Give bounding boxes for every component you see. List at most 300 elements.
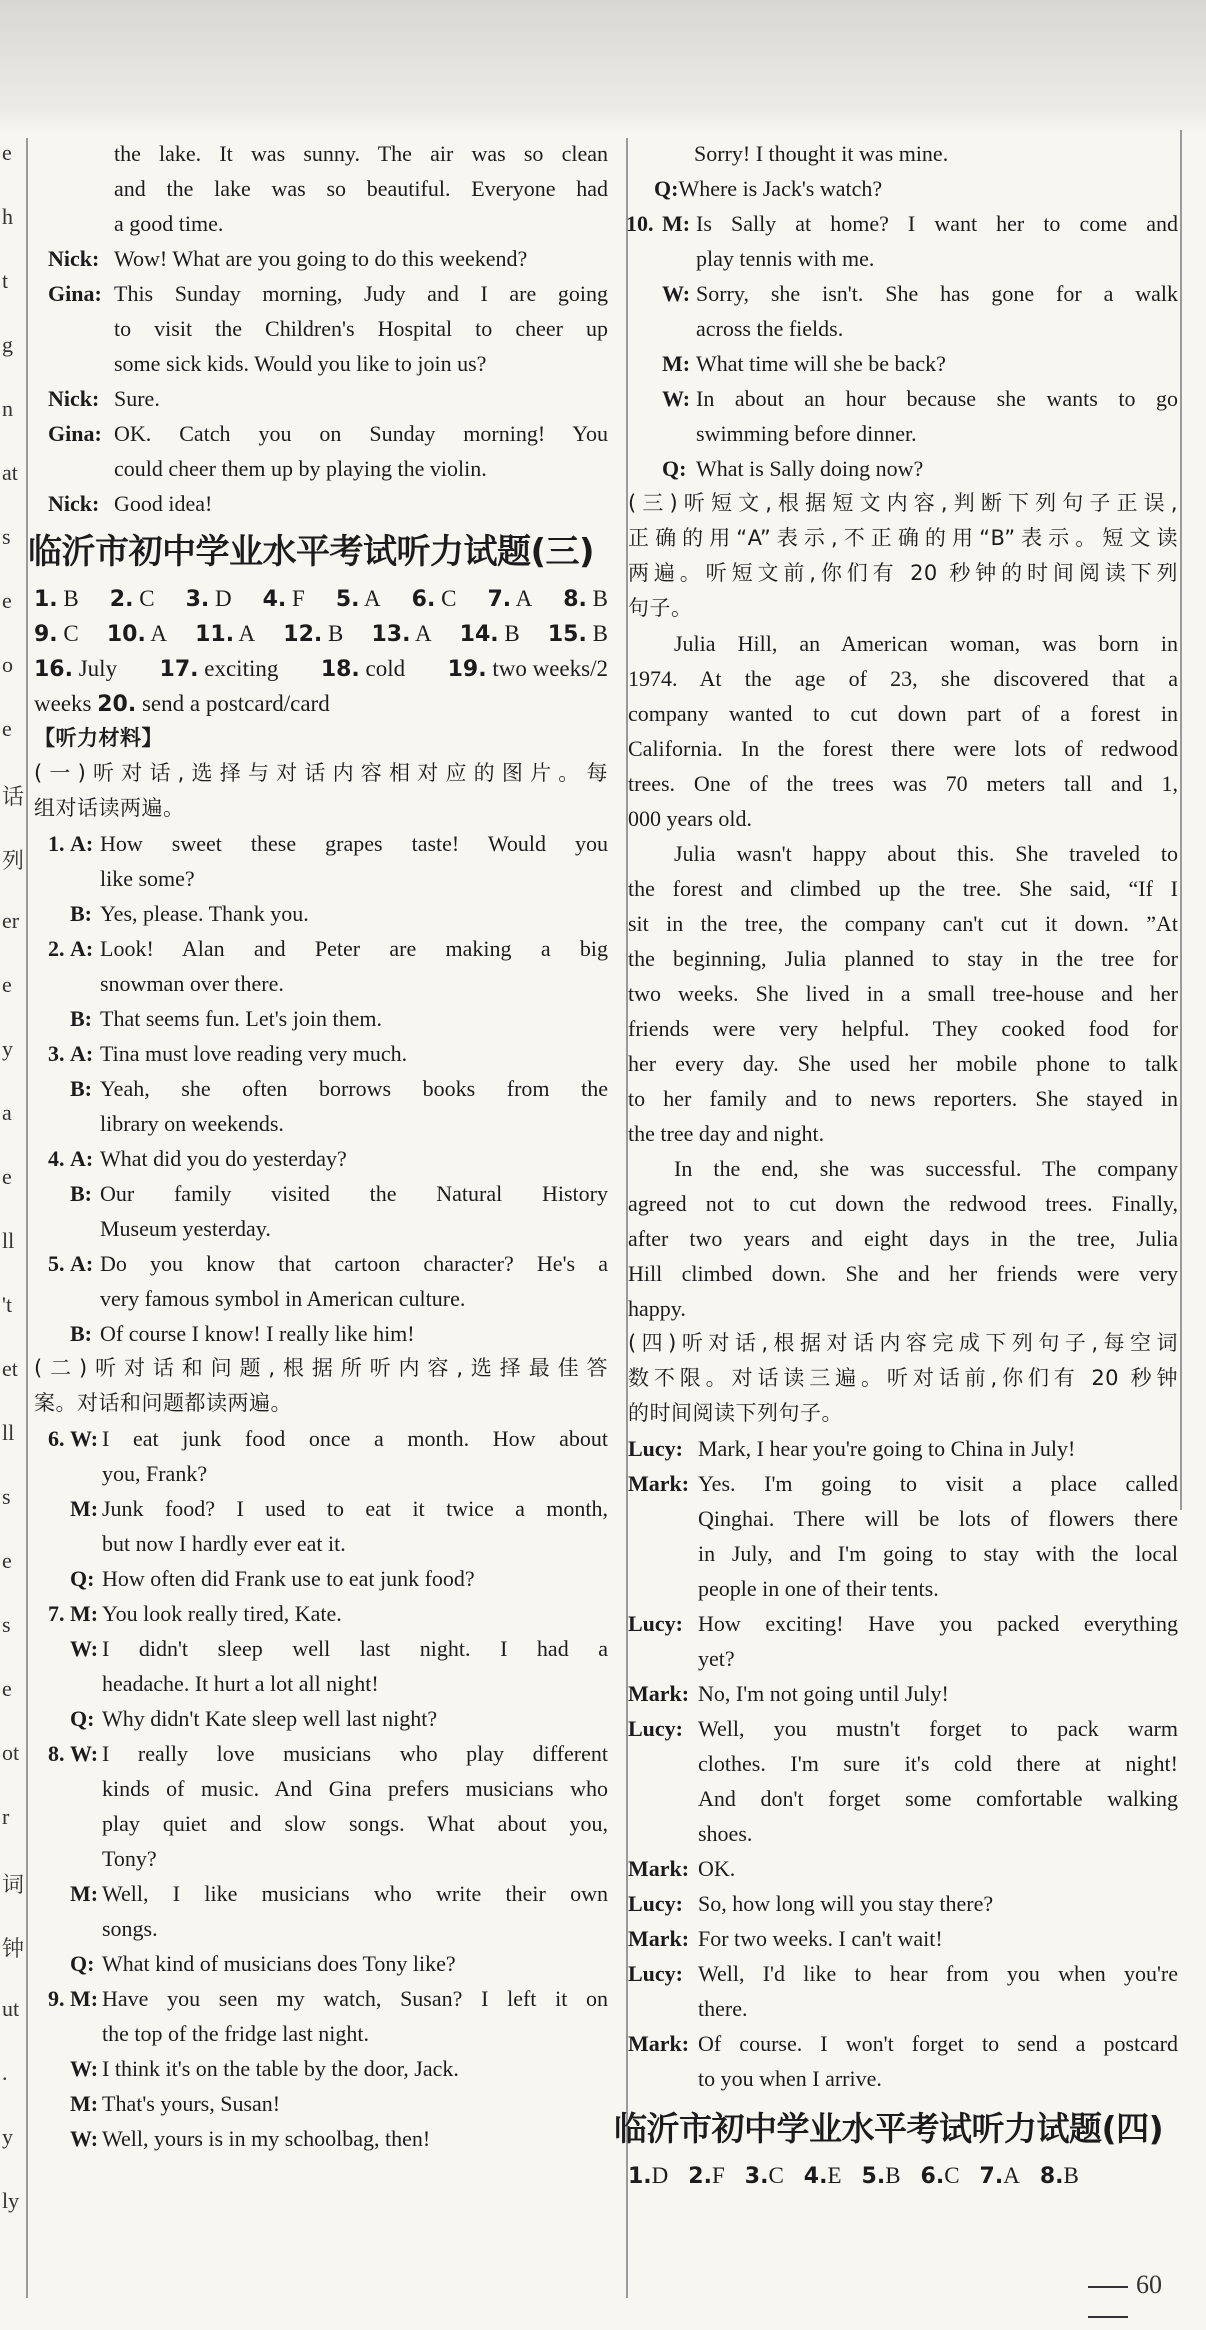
- dialogue-line: [48, 1316, 608, 1351]
- passage-line: Hill climbed down. She and her friends were very: [628, 1261, 1178, 1286]
- dialogue-line: [626, 1676, 1178, 1711]
- dialogue-text: very famous symbol in American culture.: [100, 1286, 466, 1311]
- answer-number: 8.: [563, 587, 587, 612]
- passage-line: after two years and eight days in the tree, Julia: [628, 1226, 1178, 1251]
- answer-item: [195, 616, 255, 651]
- speaker-label: Lucy:: [628, 1891, 683, 1916]
- dialogue-line: [626, 1746, 1178, 1781]
- dialogue-text: So, how long will you stay there?: [698, 1891, 994, 1916]
- line-lead: [48, 966, 100, 1001]
- answer-value: B: [63, 586, 79, 611]
- dialogue-line: [48, 1806, 608, 1841]
- dialogue-text: headache. It hurt a lot all night!: [102, 1671, 379, 1696]
- dialogue-text: Mark, I hear you're going to China in July!: [698, 1436, 1076, 1461]
- answer-value: D: [651, 2163, 669, 2188]
- answer-number: 9.: [34, 622, 58, 647]
- dialogue-text: library on weekends.: [100, 1111, 284, 1136]
- dialogue-line: [48, 931, 608, 966]
- right-column: [614, 136, 1178, 2193]
- line-lead: [626, 241, 696, 276]
- answer-item: [160, 651, 279, 686]
- line-lead: [48, 1526, 102, 1561]
- margin-fragment: 't: [2, 1292, 13, 1317]
- answer-number: 3.: [185, 587, 210, 612]
- answer-value: B: [885, 2163, 901, 2188]
- dialogue-line: [48, 1526, 608, 1561]
- answer-value: two weeks/2: [492, 656, 608, 681]
- answer-number: 10.: [106, 622, 146, 647]
- speaker-label: Mark:: [628, 1926, 690, 1951]
- speaker-label: Nick:: [48, 491, 100, 516]
- line-lead: [48, 1771, 102, 1806]
- margin-fragment: ll: [2, 1420, 15, 1445]
- dialogue-text: OK.: [698, 1856, 736, 1881]
- line-lead: [48, 1701, 102, 1736]
- dialogue-line: [48, 1631, 608, 1666]
- margin-fragment: 词: [2, 1872, 25, 1897]
- dialogue-text: Yes, please. Thank you.: [100, 901, 309, 926]
- dialogue-text: What kind of musicians does Tony like?: [102, 1951, 456, 1976]
- line-lead: [626, 1641, 698, 1676]
- line-lead: [48, 276, 114, 311]
- margin-fragment: s: [2, 1612, 11, 1637]
- margin-fragment: 列: [2, 848, 25, 873]
- dialogue-text: like some?: [100, 866, 195, 891]
- dialogue-text: Wow! What are you going to do this weekend?: [114, 246, 528, 271]
- dialogue-text: Qinghai. There will be lots of flowers there: [698, 1506, 1178, 1531]
- dialogue-text: Sorry, she isn't. She has gone for a walk: [696, 281, 1178, 306]
- dialogue-text: Junk food? I used to eat it twice a month,: [102, 1496, 608, 1521]
- dialogue-line: [626, 1711, 1178, 1746]
- line-lead: [48, 451, 114, 486]
- question-line: [626, 171, 1178, 206]
- answer-item: [283, 616, 343, 651]
- section-instruction: 的时间阅读下列句子。: [628, 1401, 843, 1425]
- margin-fragment: s: [2, 1484, 11, 1509]
- speaker-label: M:: [70, 1986, 99, 2011]
- dialogue-text: In about an hour because she wants to go: [696, 386, 1178, 411]
- dialogue-text: yet?: [698, 1646, 735, 1671]
- speaker-label: M:: [70, 1496, 99, 1521]
- dialogue-text: For two weeks. I can't wait!: [698, 1926, 943, 1951]
- dialogue-text: How sweet these grapes taste! Would you: [100, 831, 608, 856]
- line-lead: [48, 1246, 100, 1281]
- line-lead: [48, 2121, 102, 2156]
- speaker-label: Q:: [70, 1566, 95, 1591]
- test-title-3: 临沂市初中学业水平考试听力试题(三): [28, 532, 595, 572]
- margin-fragment: y: [2, 1036, 13, 1061]
- speaker-label: Mark:: [628, 1856, 690, 1881]
- dialogue-text: to you when I arrive.: [698, 2066, 882, 2091]
- answer-value: D: [214, 586, 232, 611]
- dialogue-text: What time will she be back?: [696, 351, 946, 376]
- margin-fragment: y: [2, 2124, 13, 2149]
- dialogue-text: No, I'm not going until July!: [698, 1681, 949, 1706]
- speaker-label: M:: [70, 1601, 99, 1626]
- line-lead: [626, 1571, 698, 1606]
- line-lead: [48, 1841, 102, 1876]
- answer-value: B: [592, 586, 608, 611]
- line-lead: [626, 1711, 698, 1746]
- line-lead: [48, 1491, 102, 1526]
- speaker-label: Mark:: [628, 1471, 690, 1496]
- passage-line: Julia Hill, an American woman, was born in: [674, 631, 1178, 656]
- dialogue-line: [626, 346, 1178, 381]
- speaker-label: B:: [70, 1181, 92, 1206]
- speaker-label: B:: [70, 1076, 92, 1101]
- margin-fragment: 话: [2, 784, 25, 809]
- dialogue-text: Yeah, she often borrows books from the: [100, 1076, 608, 1101]
- dialogue-line: [48, 1246, 608, 1281]
- dialogue-line: [48, 1001, 608, 1036]
- item-number: 8.: [48, 1741, 65, 1766]
- line-lead: [48, 1281, 100, 1316]
- page-number: 60: [1080, 2270, 1206, 2330]
- line-lead: [48, 2086, 102, 2121]
- speaker-label: M:: [662, 351, 691, 376]
- answer-value: B: [1063, 2163, 1079, 2188]
- dialogue-text: Well, yours is in my schoolbag, then!: [102, 2126, 431, 2151]
- dialogue-line: [626, 1816, 1178, 1851]
- answer-item: [460, 616, 520, 651]
- margin-fragment: g: [2, 332, 13, 357]
- answer-value: A: [1003, 2163, 1020, 2188]
- answer-row: [34, 616, 608, 651]
- speaker-label: W:: [662, 281, 691, 306]
- continued-text-line: a good time.: [114, 211, 224, 236]
- answer-number: 4.: [262, 587, 287, 612]
- dialogue-text: I think it's on the table by the door, Jack.: [102, 2056, 459, 2081]
- dialogue-line: [626, 2061, 1178, 2096]
- section-instruction: (四)听对话,根据对话内容完成下列句子,每空词: [628, 1331, 1178, 1355]
- passage-line: trees. One of the trees was 70 meters tall and 1,: [628, 771, 1178, 796]
- dialogue-text: Sure.: [114, 386, 160, 411]
- dialogue-line: [48, 241, 608, 276]
- answer-number: 15.: [547, 622, 587, 647]
- dialogue-text: Tina must love reading very much.: [100, 1041, 408, 1066]
- dialogue-line: [48, 1106, 608, 1141]
- line-lead: [48, 2016, 102, 2051]
- line-lead: [48, 1981, 102, 2016]
- speaker-label: M:: [662, 211, 691, 236]
- dialogue-text: people in one of their tents.: [698, 1576, 939, 1601]
- line-lead: [48, 1561, 102, 1596]
- dialogue-line: [626, 1991, 1178, 2026]
- dialogue-text: Our family visited the Natural History: [100, 1181, 608, 1206]
- dialogue-line: [48, 1211, 608, 1246]
- line-lead: [626, 1991, 698, 2026]
- line-lead: [48, 1211, 100, 1246]
- answer-number: 5.: [335, 587, 360, 612]
- answer-number: 19.: [447, 657, 487, 682]
- dialogue-text: play quiet and slow songs. What about you,: [102, 1811, 608, 1836]
- passage-line: two weeks. She lived in a small tree-house and her: [628, 981, 1178, 1006]
- section-instruction: 案。对话和问题都读两遍。: [34, 1391, 292, 1415]
- item-number: 10.: [626, 211, 654, 236]
- answer-row: [34, 581, 608, 616]
- speaker-label: Q:: [654, 176, 679, 201]
- line-lead: [626, 1501, 698, 1536]
- line-lead: [626, 1851, 698, 1886]
- line-lead: [48, 381, 114, 416]
- answer-item: [107, 616, 167, 651]
- speaker-label: W:: [70, 2056, 99, 2081]
- answer-number: 17.: [159, 657, 199, 682]
- margin-fragment: n: [2, 396, 13, 421]
- right-column-rule: [1180, 130, 1182, 1510]
- line-lead: [48, 1876, 102, 1911]
- dialogue-text: Well, you mustn't forget to pack warm: [698, 1716, 1178, 1741]
- answer-item: [563, 581, 608, 616]
- passage-line: the beginning, Julia planned to stay in the tree for: [628, 946, 1178, 971]
- dialogue-text: That's yours, Susan!: [102, 2091, 281, 2116]
- dialogue-line: [626, 276, 1178, 311]
- speaker-label: Mark:: [628, 1681, 690, 1706]
- dialogue-line: [48, 826, 608, 861]
- answer-number: 3.: [744, 2164, 769, 2189]
- answer-item: [804, 2158, 842, 2193]
- answer-value: C: [768, 2163, 784, 2188]
- answer-number: 1.: [34, 587, 58, 612]
- dialogue-text: What did you do yesterday?: [100, 1146, 347, 1171]
- line-lead: [48, 1176, 100, 1211]
- line-lead: [48, 931, 100, 966]
- answer-item: [371, 616, 431, 651]
- speaker-label: Lucy:: [628, 1716, 683, 1741]
- dialogue-text: Look! Alan and Peter are making a big: [100, 936, 608, 961]
- margin-fragment: ot: [2, 1740, 20, 1765]
- dialogue-line: [626, 381, 1178, 416]
- dialogue-text: I eat junk food once a month. How about: [102, 1426, 608, 1451]
- line-lead: [48, 1141, 100, 1176]
- passage-line: California. In the forest there were lots of redwood: [628, 736, 1178, 761]
- margin-fragment: e: [2, 716, 12, 741]
- answer-item: [110, 581, 155, 616]
- answer-value: exciting: [204, 656, 279, 681]
- answer-value: B: [328, 621, 344, 646]
- answer-item: [321, 651, 405, 686]
- dialogue-text: Well, I'd like to hear from you when you're: [698, 1961, 1178, 1986]
- answer-number: 7.: [979, 2164, 1004, 2189]
- dialogue-line: [626, 416, 1178, 451]
- section-instruction: 数不限。对话读三遍。听对话前,你们有 20 秒钟: [628, 1366, 1178, 1390]
- dialogue-line: [48, 1561, 608, 1596]
- answer-value: F: [292, 586, 305, 611]
- dialogue-line: [626, 1606, 1178, 1641]
- section-instruction: (三)听短文,根据短文内容,判断下列句子正误,: [628, 491, 1178, 515]
- line-lead: [48, 1106, 100, 1141]
- passage-line: the tree day and night.: [628, 1121, 825, 1146]
- line-lead: [48, 1421, 102, 1456]
- left-column: [28, 136, 608, 2156]
- section-instruction: (二)听对话和问题,根据所听内容,选择最佳答: [34, 1356, 608, 1380]
- speaker-label: Q:: [662, 456, 687, 481]
- answer-item: [34, 651, 117, 686]
- speaker-label: Nick:: [48, 246, 100, 271]
- dialogue-text: Tony?: [102, 1846, 157, 1871]
- dialogue-text: Museum yesterday.: [100, 1216, 271, 1241]
- answer-number: 18.: [320, 657, 360, 682]
- answer-row: [34, 686, 608, 721]
- dialogue-line: [48, 451, 608, 486]
- passage-line: 000 years old.: [628, 806, 753, 831]
- dialogue-line: [48, 1456, 608, 1491]
- line-lead: [626, 1606, 698, 1641]
- answer-number: 1.: [628, 2164, 652, 2189]
- passage-line: happy.: [628, 1296, 686, 1321]
- dialogue-line: [48, 1491, 608, 1526]
- item-number: 4.: [48, 1146, 65, 1171]
- answer-value: weeks: [34, 691, 92, 716]
- passage-line: company wanted to cut down part of a forest in: [628, 701, 1178, 726]
- line-lead: [48, 416, 114, 451]
- dialogue-line: [626, 1571, 1178, 1606]
- dialogue-text: Where is Jack's watch?: [678, 176, 883, 201]
- line-lead: [48, 861, 100, 896]
- dialogue-line: [48, 1176, 608, 1211]
- dialogue-line: [626, 1886, 1178, 1921]
- dialogue-text: That seems fun. Let's join them.: [100, 1006, 382, 1031]
- dialogue-line: [48, 1981, 608, 2016]
- dialogue-line: [48, 1141, 608, 1176]
- answer-number: 20.: [97, 692, 137, 717]
- dialogue-text: in July, and I'm going to stay with the local: [698, 1541, 1178, 1566]
- dialogue-text: What is Sally doing now?: [696, 456, 924, 481]
- speaker-label: M:: [70, 2091, 99, 2116]
- line-lead: [626, 381, 696, 416]
- line-lead: [626, 1956, 698, 1991]
- margin-fragment: e: [2, 972, 12, 997]
- answer-item: [34, 581, 79, 616]
- dialogue-text: I didn't sleep well last night. I had a: [102, 1636, 608, 1661]
- line-lead: [626, 1466, 698, 1501]
- line-lead: [48, 1316, 100, 1351]
- passage-line: agreed not to cut down the redwood trees. Finally,: [628, 1191, 1178, 1216]
- speaker-label: Q:: [70, 1951, 95, 1976]
- dialogue-text: there.: [698, 1996, 748, 2021]
- dialogue-text: songs.: [102, 1916, 158, 1941]
- dialogue-line: [626, 1851, 1178, 1886]
- dialogue-text: shoes.: [698, 1821, 753, 1846]
- speaker-label: W:: [70, 1741, 99, 1766]
- line-lead: [626, 1921, 698, 1956]
- dialogue-line: [626, 1921, 1178, 1956]
- answer-number: 2.: [688, 2164, 712, 2189]
- answer-item: [412, 581, 457, 616]
- answer-number: 8.: [1039, 2164, 1064, 2189]
- line-lead: [48, 1736, 102, 1771]
- line-lead: [48, 241, 114, 276]
- answer-item: [263, 581, 305, 616]
- dialogue-line: [48, 1946, 608, 1981]
- passage-line: Julia wasn't happy about this. She traveled to: [674, 841, 1178, 866]
- dialogue-text: but now I hardly ever eat it.: [102, 1531, 346, 1556]
- dialogue-line: [48, 1736, 608, 1771]
- line-lead: [48, 1001, 100, 1036]
- answer-item: [921, 2158, 960, 2193]
- answer-value: A: [515, 586, 533, 611]
- answer-value: F: [711, 2163, 725, 2188]
- dialogue-line: [48, 1911, 608, 1946]
- speaker-label: A:: [70, 936, 94, 961]
- margin-fragment: h: [2, 204, 13, 229]
- answer-item: [548, 616, 608, 651]
- dialogue-line: [48, 1666, 608, 1701]
- answer-number: 13.: [371, 622, 411, 647]
- dialogue-text: swimming before dinner.: [696, 421, 917, 446]
- line-lead: [48, 896, 100, 931]
- line-lead: [48, 486, 114, 521]
- line-lead: [626, 1536, 698, 1571]
- dialogue-line: [48, 2051, 608, 2086]
- dialogue-line: [48, 1071, 608, 1106]
- continued-text-line: the lake. It was sunny. The air was so clean: [114, 141, 608, 166]
- answer-value: A: [364, 586, 381, 611]
- margin-fragment: .: [2, 2060, 8, 2085]
- speaker-label: A:: [70, 1146, 94, 1171]
- dialogue-text: You look really tired, Kate.: [102, 1601, 342, 1626]
- answer-number: 6.: [920, 2164, 945, 2189]
- dialogue-text: snowman over there.: [100, 971, 284, 996]
- answer-number: 12.: [283, 622, 323, 647]
- line-lead: [626, 346, 696, 381]
- margin-fragment: e: [2, 1548, 12, 1573]
- answer-row: [34, 651, 608, 686]
- dialogue-text: And don't forget some comfortable walking: [698, 1786, 1178, 1811]
- dialogue-line: [48, 1701, 608, 1736]
- line-lead: [626, 1746, 698, 1781]
- answer-number: 6.: [411, 587, 436, 612]
- dialogue-line: [48, 2016, 608, 2051]
- passage-line: to her family and to news reporters. She stayed in: [628, 1086, 1178, 1111]
- answer-value: C: [63, 621, 79, 646]
- dialogue-line: [626, 241, 1178, 276]
- line-lead: [626, 311, 696, 346]
- margin-fragment: a: [2, 1100, 12, 1125]
- speaker-label: B:: [70, 1006, 92, 1031]
- margin-fragment: o: [2, 652, 13, 677]
- material-heading: 【听力材料】: [34, 726, 163, 750]
- answer-value: C: [441, 586, 457, 611]
- margin-fragment: e: [2, 588, 12, 613]
- continued-text-line: Sorry! I thought it was mine.: [694, 141, 949, 166]
- answer-item: [1040, 2158, 1079, 2193]
- line-lead: [48, 1666, 102, 1701]
- answer-number: 11.: [195, 622, 235, 647]
- dialogue-text: Of course I know! I really like him!: [100, 1321, 415, 1346]
- passage-line: friends were very helpful. They cooked food for: [628, 1016, 1178, 1041]
- answer-value: C: [139, 586, 155, 611]
- speaker-label: A:: [70, 1041, 94, 1066]
- dialogue-text: Have you seen my watch, Susan? I left it on: [102, 1986, 608, 2011]
- item-number: 1.: [48, 831, 65, 856]
- line-lead: [48, 1036, 100, 1071]
- dialogue-text: could cheer them up by playing the violin.: [114, 456, 487, 481]
- dialogue-text: Why didn't Kate sleep well last night?: [102, 1706, 438, 1731]
- line-lead: [48, 1911, 102, 1946]
- line-lead: [48, 1806, 102, 1841]
- margin-fragment: at: [2, 460, 18, 485]
- speaker-label: W:: [70, 1426, 99, 1451]
- answer-item: [186, 581, 232, 616]
- margin-fragment: ly: [2, 2188, 20, 2213]
- answer-item: [628, 2158, 668, 2193]
- dialogue-line: [48, 1281, 608, 1316]
- dialogue-line: [48, 1421, 608, 1456]
- margin-fragment: t: [2, 268, 9, 293]
- dialogue-line: [626, 1431, 1178, 1466]
- answer-number: 16.: [34, 657, 73, 682]
